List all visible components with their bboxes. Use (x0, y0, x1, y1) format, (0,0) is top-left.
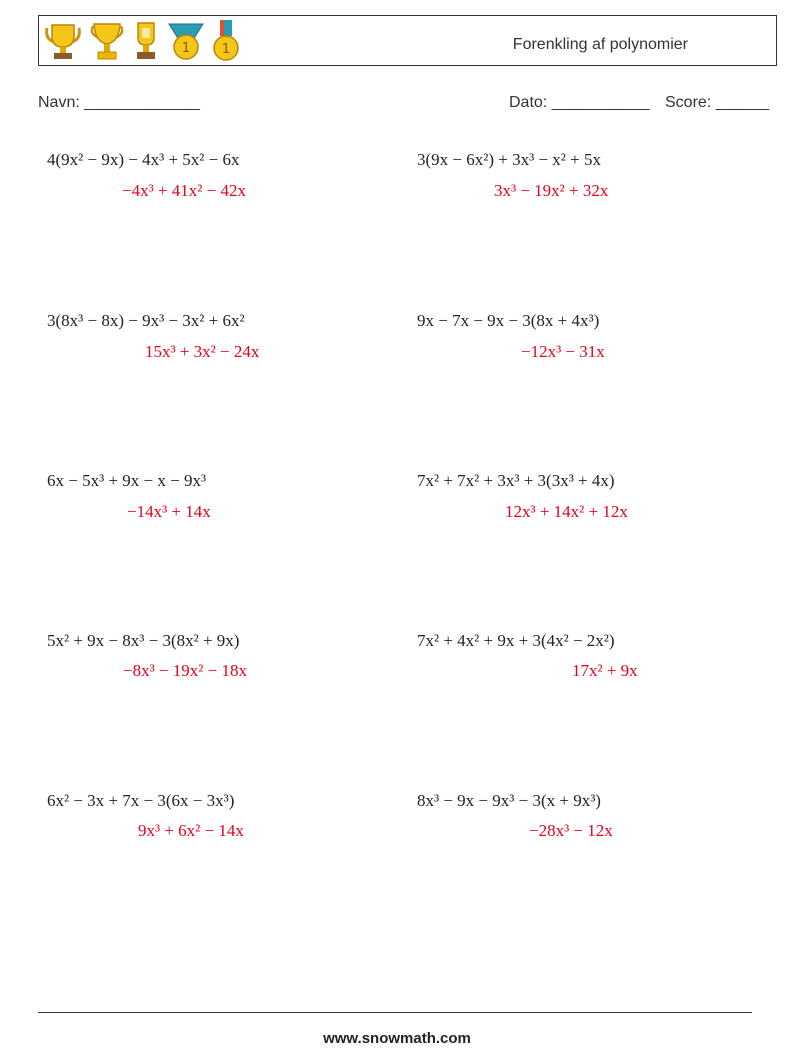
problem-expression: 8x³ − 9x − 9x³ − 3(x + 9x³) (417, 791, 601, 810)
problem-answer: −12x³ − 31x (521, 342, 605, 361)
problem-expression: 3(8x³ − 8x) − 9x³ − 3x² + 6x² (47, 311, 245, 330)
medal-icon (211, 19, 241, 63)
problem-answer: −8x³ − 19x² − 18x (123, 661, 247, 680)
score-field: Score: ______ (665, 94, 770, 111)
problem-expression: 3(9x − 6x²) + 3x³ − x² + 5x (417, 150, 601, 169)
trophy-icon (43, 20, 83, 62)
worksheet-title: Forenkling af polynomier (512, 36, 688, 53)
problem-expression: 9x − 7x − 9x − 3(8x + 4x³) (417, 311, 600, 330)
trophy-icon-strip (43, 19, 247, 63)
date-field: Dato: ___________ (509, 94, 650, 111)
trophy-cup-icon (89, 20, 125, 62)
footer-url[interactable]: www.snowmath.com (323, 1030, 471, 1047)
problem-expression: 7x² + 4x² + 9x + 3(4x² − 2x²) (417, 631, 615, 650)
problem-answer: −14x³ + 14x (127, 502, 211, 521)
trophy-small-icon (131, 20, 161, 62)
name-field: Navn: _____________ (38, 94, 200, 111)
footer-divider (38, 1012, 752, 1013)
problem-answer: 12x³ + 14x² + 12x (505, 502, 628, 521)
problem-answer: 3x³ − 19x² + 32x (494, 181, 609, 200)
svg-text:1: 1 (221, 42, 231, 57)
problem-expression: 7x² + 7x² + 3x³ + 3(3x³ + 4x) (417, 471, 615, 490)
problem-expression: 6x − 5x³ + 9x − x − 9x³ (47, 471, 207, 490)
medal-ribbon-icon (167, 20, 205, 62)
svg-text:1: 1 (181, 41, 191, 56)
problem-answer: 9x³ + 6x² − 14x (138, 821, 244, 840)
problem-answer: −28x³ − 12x (529, 821, 613, 840)
problem-answer: 15x³ + 3x² − 24x (145, 342, 260, 361)
problem-expression: 5x² + 9x − 8x³ − 3(8x² + 9x) (47, 631, 240, 650)
problem-answer: −4x³ + 41x² − 42x (122, 181, 246, 200)
problem-expression: 6x² − 3x + 7x − 3(6x − 3x³) (47, 791, 235, 810)
worksheet-header (38, 15, 777, 66)
problem-answer: 17x² + 9x (572, 661, 638, 680)
problem-expression: 4(9x² − 9x) − 4x³ + 5x² − 6x (47, 150, 240, 169)
